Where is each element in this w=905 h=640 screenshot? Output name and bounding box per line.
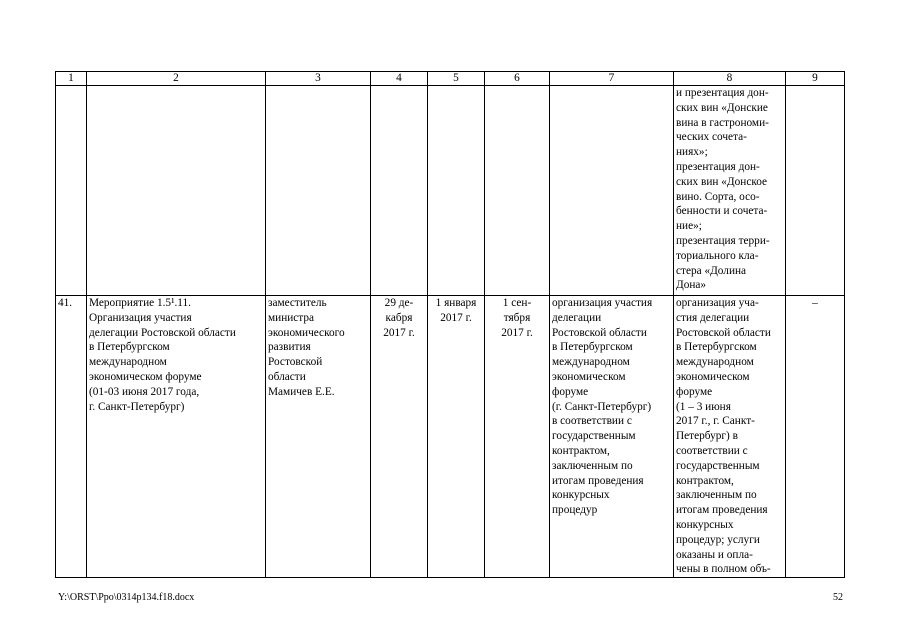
header-cell-4: 4 <box>371 72 428 86</box>
cell-date-start: 1 января 2017 г. <box>428 296 485 578</box>
cell-event <box>87 86 266 296</box>
cell-expected-result <box>550 86 674 296</box>
plan-table <box>55 71 845 578</box>
header-cell-7: 7 <box>550 72 674 86</box>
cell-date-end: 1 сен- тября 2017 г. <box>485 296 550 578</box>
header-cell-5: 5 <box>428 72 485 86</box>
cell-reasons: – <box>786 296 845 578</box>
cell-number: 41. <box>56 296 87 578</box>
cell-reasons <box>786 86 845 296</box>
cell-expected-result: организация участия делегации Ростовской области в Петербургском международном экономическом форуме (г. Санкт-Петербург) в соответствии с государственным контрактом, заключенным по итогам проведения конкурсных процедур <box>550 296 674 578</box>
cell-responsible: заместитель министра экономического развития Ростовской области Мамичев Е.Е. <box>266 296 371 578</box>
table-row-41 <box>56 296 845 578</box>
header-cell-2: 2 <box>87 72 266 86</box>
cell-date-start <box>428 86 485 296</box>
header-row <box>56 72 845 86</box>
cell-actual-result: и презентация дон- ских вин «Донские вина в гастрономи- ческих сочета- ниях»; презентация дон- ских вин «Донское вино. Сорта, осо- бенности и сочета- ние»; презентация терри- ториального кла- стера «Долина Дона» <box>674 86 786 296</box>
cell-number <box>56 86 87 296</box>
header-cell-8: 8 <box>674 72 786 86</box>
cell-date-planned: 29 де- кабря 2017 г. <box>371 296 428 578</box>
header-cell-1: 1 <box>56 72 87 86</box>
footer-file-path: Y:\ORST\Ppo\0314p134.f18.docx <box>58 592 195 603</box>
cell-actual-result: организация уча- стия делегации Ростовской области в Петербургском международном экономическом форуме (1 – 3 июня 2017 г., г. Санкт- Петербург) в соответствии с государственным контрактом, заключенным по итогам проведения конкурсных процедур; услуги оказаны и опла- чены в полном объ- <box>674 296 786 578</box>
cell-event: Мероприятие 1.5¹.11. Организация участия делегации Ростовской области в Петербургском международном экономическом форуме (01-03 июня 2017 года, г. Санкт-Петербург) <box>87 296 266 578</box>
cell-date-end <box>485 86 550 296</box>
header-cell-3: 3 <box>266 72 371 86</box>
cell-date-planned <box>371 86 428 296</box>
page-number: 52 <box>833 592 843 603</box>
table-row-continuation <box>56 86 845 296</box>
header-cell-9: 9 <box>786 72 845 86</box>
cell-responsible <box>266 86 371 296</box>
header-cell-6: 6 <box>485 72 550 86</box>
